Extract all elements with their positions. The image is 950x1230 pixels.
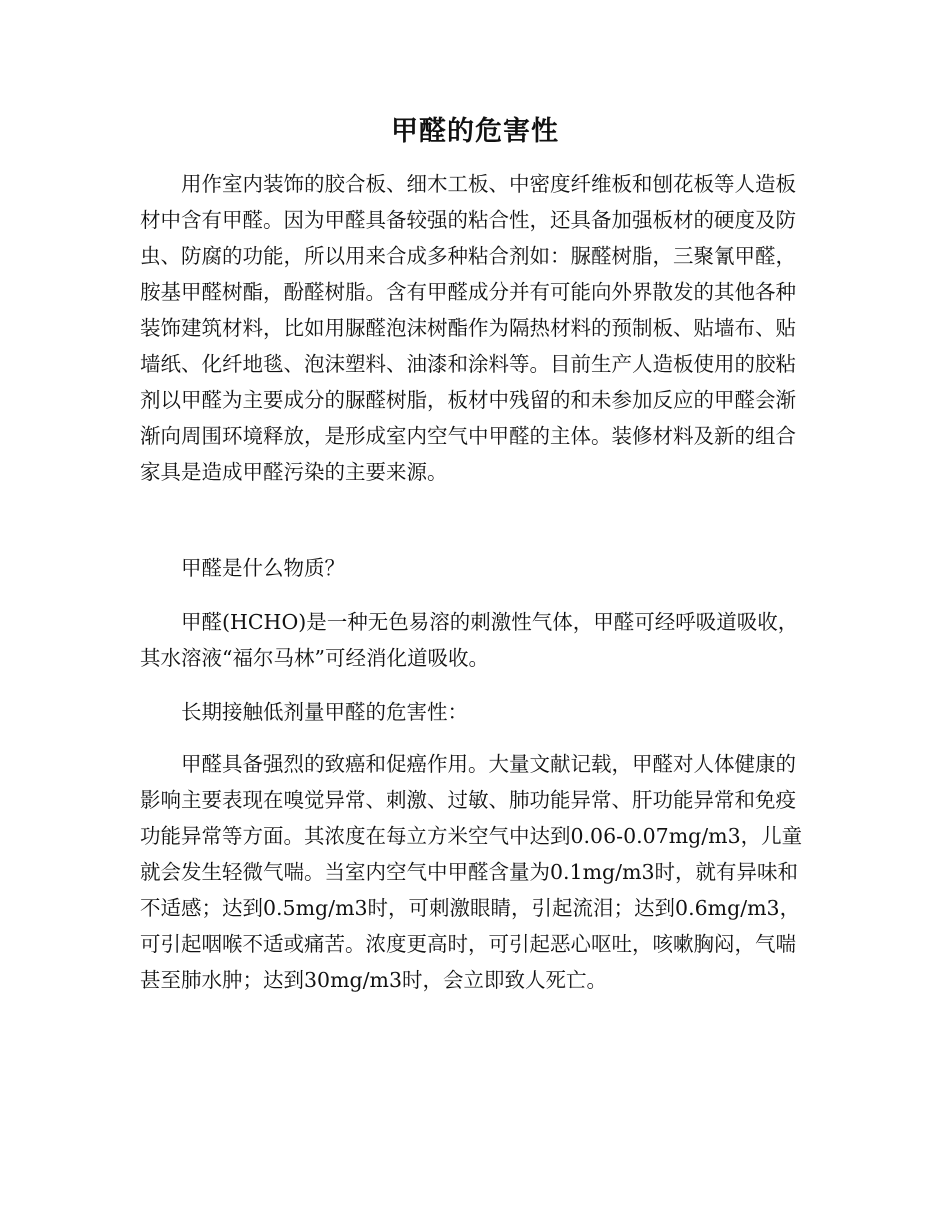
paragraph-health-effects: 甲醛具备强烈的致癌和促癌作用。大量文献记载，甲醛对人体健康的影响主要表现在嗅觉异常、刺激、过敏、肺功能异常、肝功能异常和免疫功能异常等方面。其浓度在每立方米空气中达到0.06-0.07mg/m3，儿童就会发生轻微气喘。当室内空气中甲醛含量为0.1mg/m3时，就有异味和不适感；达到0.5mg/m3时，可刺激眼睛，引起流泪；达到0.6mg/m3，可引起咽喉不适或痛苦。浓度更高时，可引起恶心呕吐，咳嗽胸闷，气喘甚至肺水肿；达到30mg/m3时，会立即致人死亡。 <box>140 752 803 992</box>
paragraph-subheading-hazards: 长期接触低剂量甲醛的危害性： <box>181 700 468 724</box>
paragraph-question: 甲醛是什么物质？ <box>181 556 345 580</box>
paragraph-furniture-sources: 用作室内装饰的胶合板、细木工板、中密度纤维板和刨花板等人造板材中含有甲醛。因为甲醛具备较强的粘合性，还具备加强板材的硬度及防虫、防腐的功能，所以用来合成多种粘合剂如：脲醛树脂，三聚氰甲醛，胺基甲醛树酯，酚醛树脂。含有甲醛成分并有可能向外界散发的其他各种装饰建筑材料，比如用脲醛泡沫树酯作为隔热材料的预制板、贴墙布、贴墙纸、化纤地毯、泡沫塑料、油漆和涂料等。目前生产人造板使用的胶粘剂以甲醛为主要成分的脲醛树脂，板材中残留的和未参加反应的甲醛会渐渐向周围环境释放，是形成室内空气中甲醛的主体。装修材料及新的组合家具是造成甲醛污染的主要来源。 <box>140 172 796 484</box>
document-title: 甲醛的危害性 <box>391 116 559 147</box>
paragraph-definition: 甲醛(HCHO)是一种无色易溶的刺激性气体，甲醛可经呼吸道吸收，其水溶液“福尔马林”可经消化道吸收。 <box>140 610 799 670</box>
